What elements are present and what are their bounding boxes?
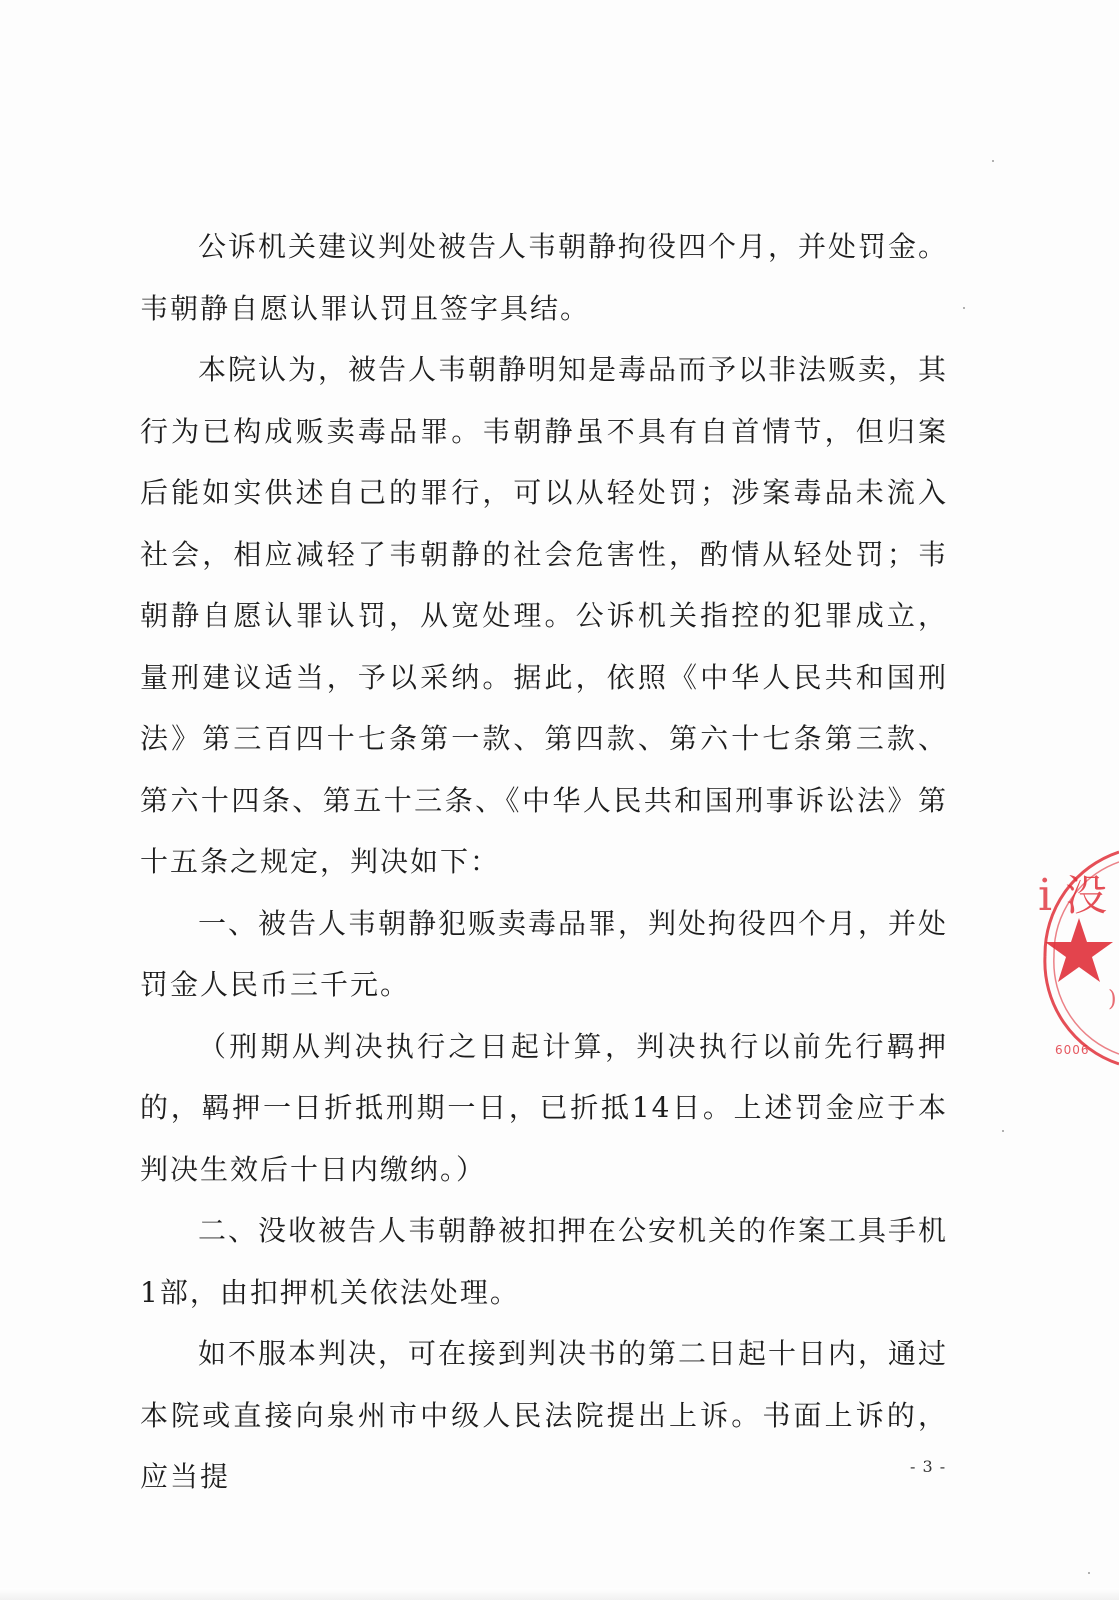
scan-speck: [1002, 1130, 1004, 1132]
scan-speck: [963, 307, 965, 309]
document-body: [140, 216, 948, 1508]
paragraph-prosecution-suggestion: 公诉机关建议判处被告人韦朝静拘役四个月，并处罚金。韦朝静自愿认罪认罚且签字具结。: [140, 230, 949, 325]
paragraph-verdict-item-2: 二、没收被告人韦朝静被扣押在公安机关的作案工具手机1部，由扣押机关依法处理。: [140, 1214, 949, 1309]
paragraph-sentence-note: （刑期从判决执行之日起计算，判决执行以前先行羁押的，羁押一日折抵刑期一日，已折抵14日。上述罚金应于本判决生效后十日内缴纳。）: [140, 1029, 948, 1186]
paragraph-verdict-item-1: 一、被告人韦朝静犯贩卖毒品罪，判处拘役四个月，并处罚金人民币三千元。: [140, 906, 949, 1001]
scan-bottom-edge: [0, 1588, 1119, 1600]
scan-speck: [992, 160, 994, 162]
court-seal-text: 没: [1065, 871, 1108, 920]
paragraph-court-opinion: 本院认为，被告人韦朝静明知是毒品而予以非法贩卖，其行为已构成贩卖毒品罪。韦朝静虽不具有自首情节，但归案后能如实供述自己的罪行，可以从轻处罚；涉案毒品未流入社会，相应减轻了韦朝静的社会危害性，酌情从轻处罚；韦朝静自愿认罪认罚，从宽处理。公诉机关指控的犯罪成立，量刑建议适当，予以采纳。据此，依照《中华人民共和国刑法》第三百四十七条第一款、第四款、第六十七条第三款、第六十四条、第五十三条、《中华人民共和国刑事诉讼法》第十五条之规定，判决如下：: [140, 353, 949, 878]
svg-text:): ): [1108, 987, 1117, 1012]
paragraph-appeal-notice: 如不服本判决，可在接到判决书的第二日起十日内，通过本院或直接向泉州市中级人民法院提出上诉。书面上诉的，应当提: [140, 1337, 949, 1493]
court-seal: [1035, 846, 1119, 1072]
page-number: - 3 -: [910, 1457, 947, 1476]
court-seal-code: 6006: [1055, 1043, 1090, 1057]
court-seal-graphic: [1035, 846, 1119, 1072]
scan-speck: [1088, 1572, 1090, 1574]
svg-text:i: i: [1038, 870, 1053, 921]
